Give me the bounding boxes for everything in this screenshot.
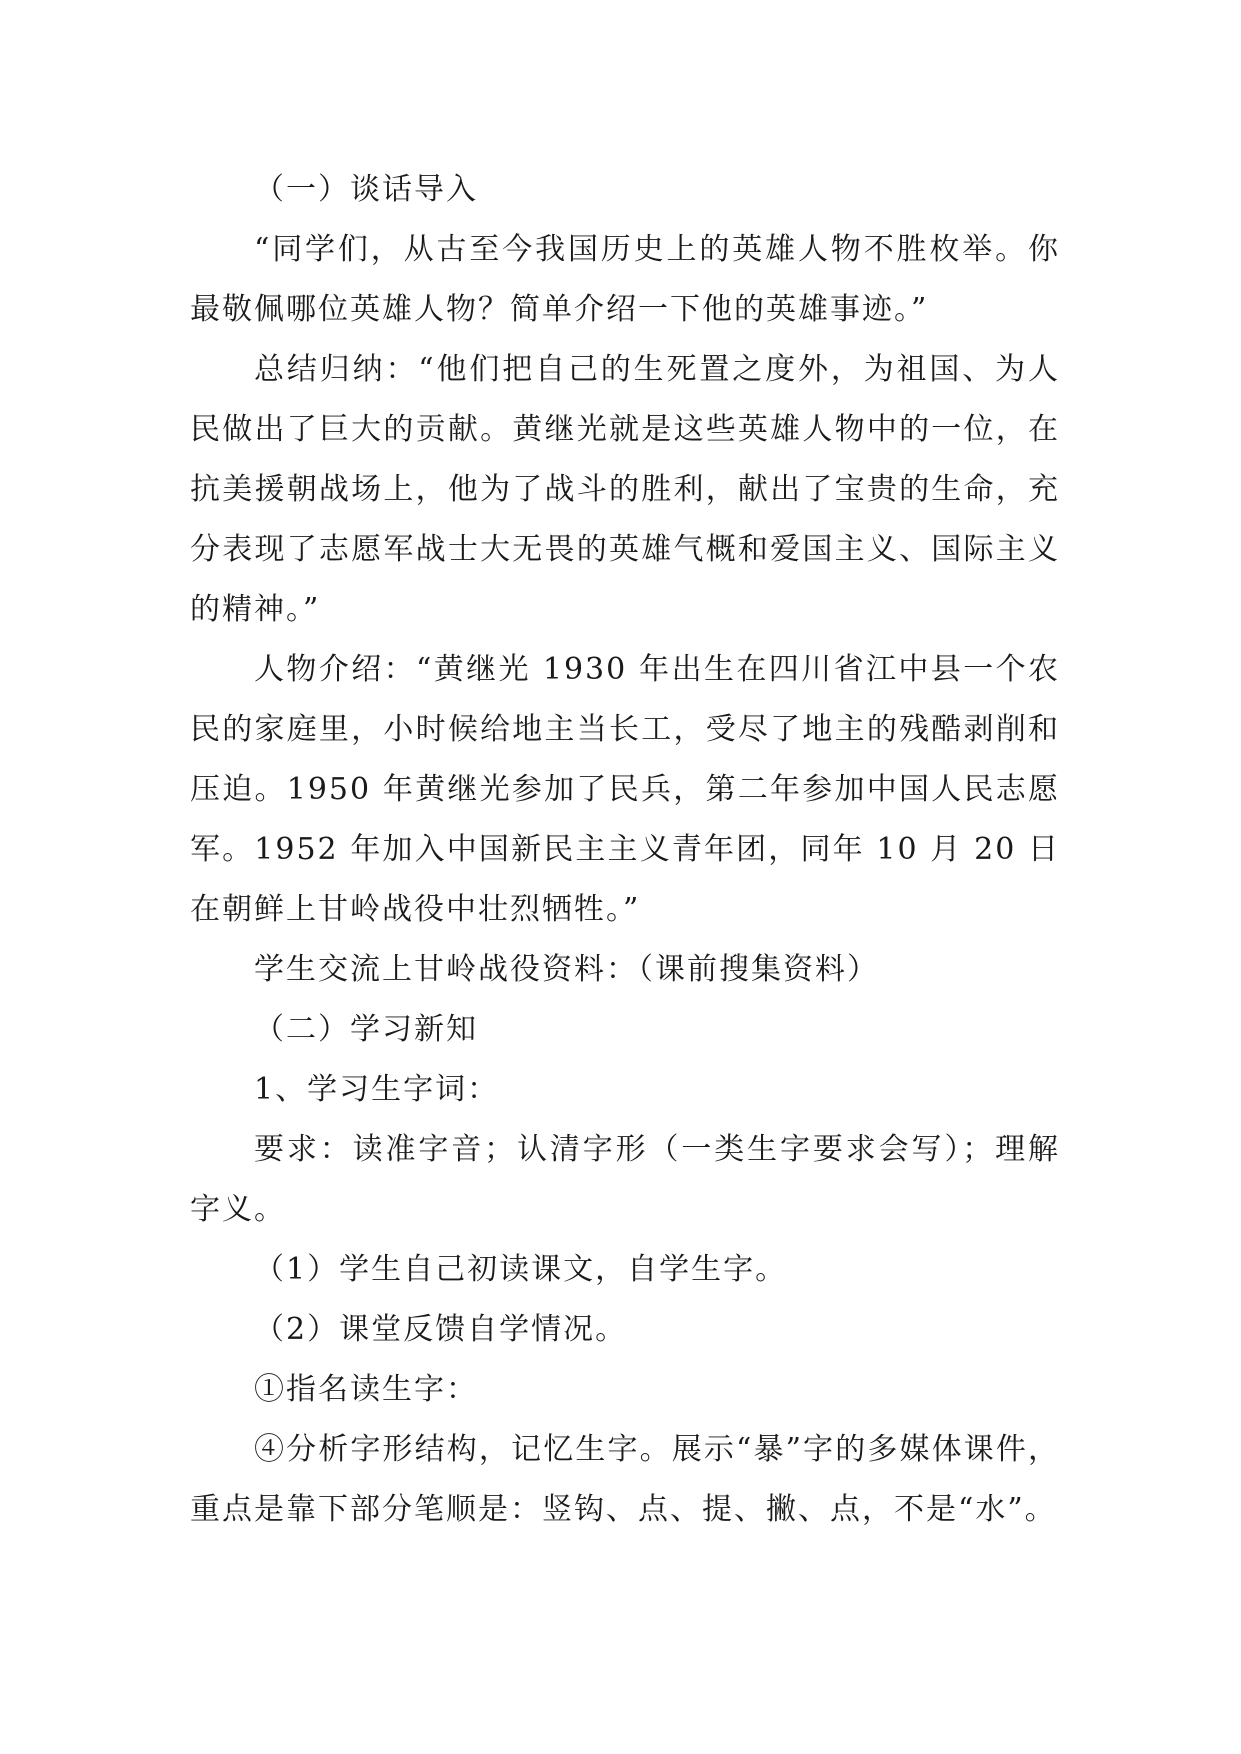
paragraph-student-exchange: 学生交流上甘岭战役资料：（课前搜集资料） — [254, 952, 879, 987]
section-heading-intro: （一）谈话导入 — [254, 172, 478, 207]
paragraph-step-2: （2）课堂反馈自学情况。 — [254, 1312, 628, 1347]
paragraph-learn-words: 1、学习生字词： — [254, 1072, 500, 1107]
paragraph-step-1: （1）学生自己初读课文，自学生字。 — [254, 1252, 788, 1287]
document-body — [190, 160, 1060, 1540]
paragraph-item-4: ④分析字形结构，记忆生字。展示“暴”字的多媒体课件，重点是靠下部分笔顺是：竖钩、点、提、撇、点，不是“水”。 — [190, 1432, 1060, 1527]
paragraph-summary: 总结归纳：“他们把自己的生死置之度外，为祖国、为人民做出了巨大的贡献。黄继光就是这些英雄人物中的一位，在抗美援朝战场上，他为了战斗的胜利，献出了宝贵的生命，充分表现了志愿军战士大无畏的英雄气概和爱国主义、国际主义的精神。” — [190, 352, 1060, 627]
paragraph-requirements: 要求：读准字音；认清字形（一类生字要求会写）；理解字义。 — [190, 1132, 1060, 1227]
paragraph-item-1: ①指名读生字： — [254, 1372, 478, 1407]
paragraph-teacher-question: “同学们，从古至今我国历史上的英雄人物不胜枚举。你最敬佩哪位英雄人物？简单介绍一下他的英雄事迹。” — [190, 232, 1060, 327]
section-heading-new-knowledge: （二）学习新知 — [254, 1012, 478, 1047]
paragraph-character-intro: 人物介绍：“黄继光 1930 年出生在四川省江中县一个农民的家庭里，小时候给地主当长工，受尽了地主的残酷剥削和压迫。1950 年黄继光参加了民兵，第二年参加中国人民志愿军。1952 年加入中国新民主主义青年团，同年 10 月 20 日在朝鲜上甘岭战役中壮烈牺牲。” — [190, 652, 1060, 927]
